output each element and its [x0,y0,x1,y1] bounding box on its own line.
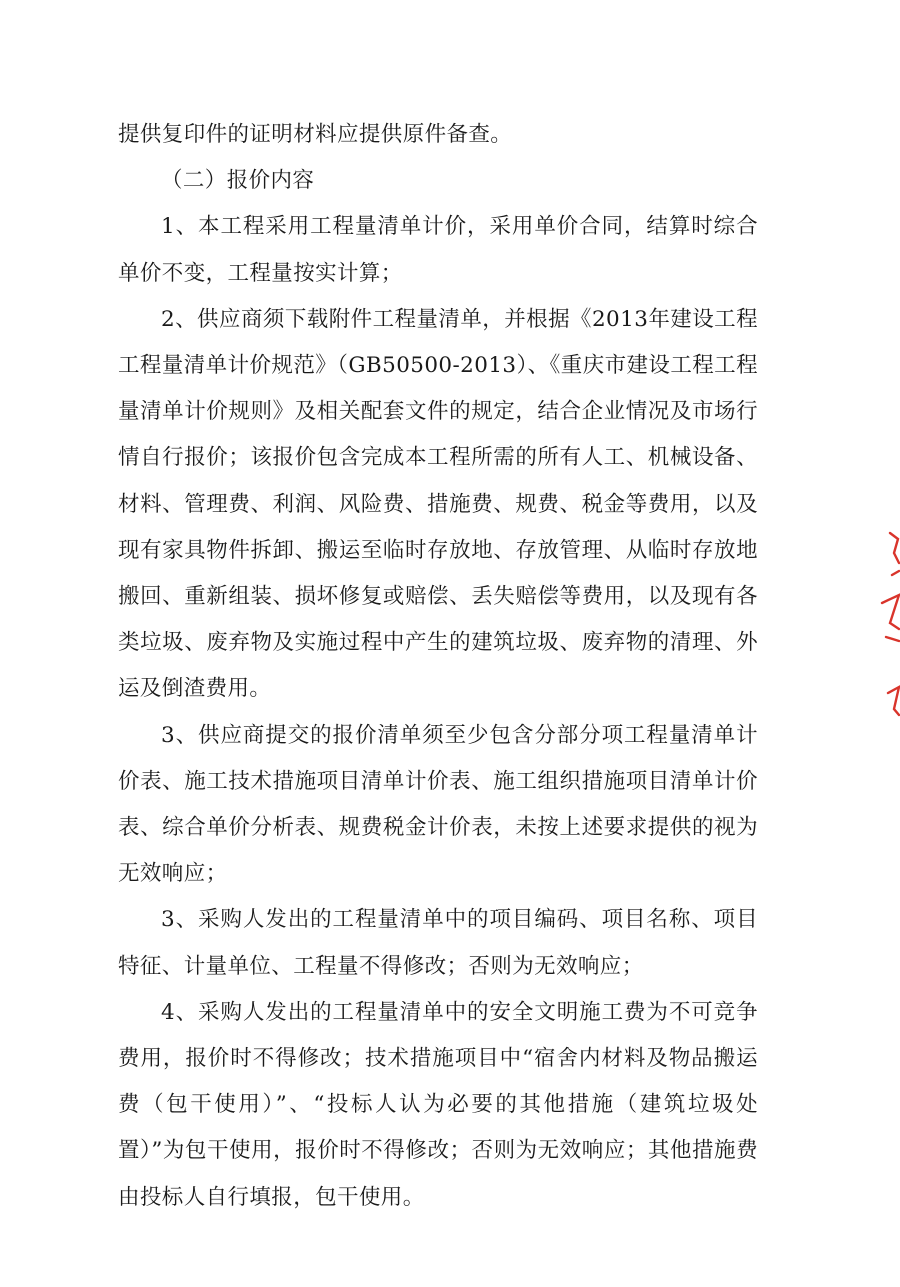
paragraph-item-1: 1、本工程采用工程量清单计价，采用单价合同，结算时综合单价不变，工程量按实计算； [118,214,758,286]
paragraph-item-4: 4、采购人发出的工程量清单中的安全文明施工费为不可竞争费用，报价时不得修改；技术措施项目中“宿舍内材料及物品搬运费（包干使用）”、“投标人认为必要的其他措施（建筑垃圾处置）”为包干使用，报价时不得修改；否则为无效响应；其他措施费由投标人自行填报，包干使用。 [118,999,758,1210]
document-body [118,112,758,1221]
seal-stroke [886,637,899,641]
section-heading-quotation-content: （二）报价内容 [161,168,315,194]
seal-stroke [888,687,899,715]
paragraph-item-3b: 3、采购人发出的工程量清单中的项目编码、项目名称、项目特征、计量单位、工程量不得修改；否则为无效响应； [118,907,758,979]
paragraph-continuation: 提供复印件的证明材料应提供原件备查。 [118,122,513,147]
paragraph-item-2: 2、供应商须下载附件工程量清单，并根据《2013年建设工程工程量清单计价规范》（GB50500-2013）、《重庆市建设工程工程量清单计价规则》及相关配套文件的规定，结合企业情况及市场行情自行报价；该报价包含完成本工程所需的所有人工、机械设备、材料、管理费、利润、风险费、措施费、规费、税金等费用，以及现有家具物件拆卸、搬运至临时存放地、存放管理、从临时存放地搬回、重新组装、损坏修复或赔偿、丢失赔偿等费用，以及现有各类垃圾、废弃物及实施过程中产生的建筑垃圾、废弃物的清理、外运及倒渣费用。 [118,306,758,702]
paragraph-item-3a: 3、供应商提交的报价清单须至少包含分部分项工程量清单计价表、施工技术措施项目清单计价表、施工组织措施项目清单计价表、综合单价分析表、规费税金计价表，未按上述要求提供的视为无效响应； [118,722,758,887]
seal-stroke [890,533,899,563]
seal-stroke [882,595,899,629]
red-seal-fragment [868,525,900,725]
seal-stroke [892,571,899,575]
